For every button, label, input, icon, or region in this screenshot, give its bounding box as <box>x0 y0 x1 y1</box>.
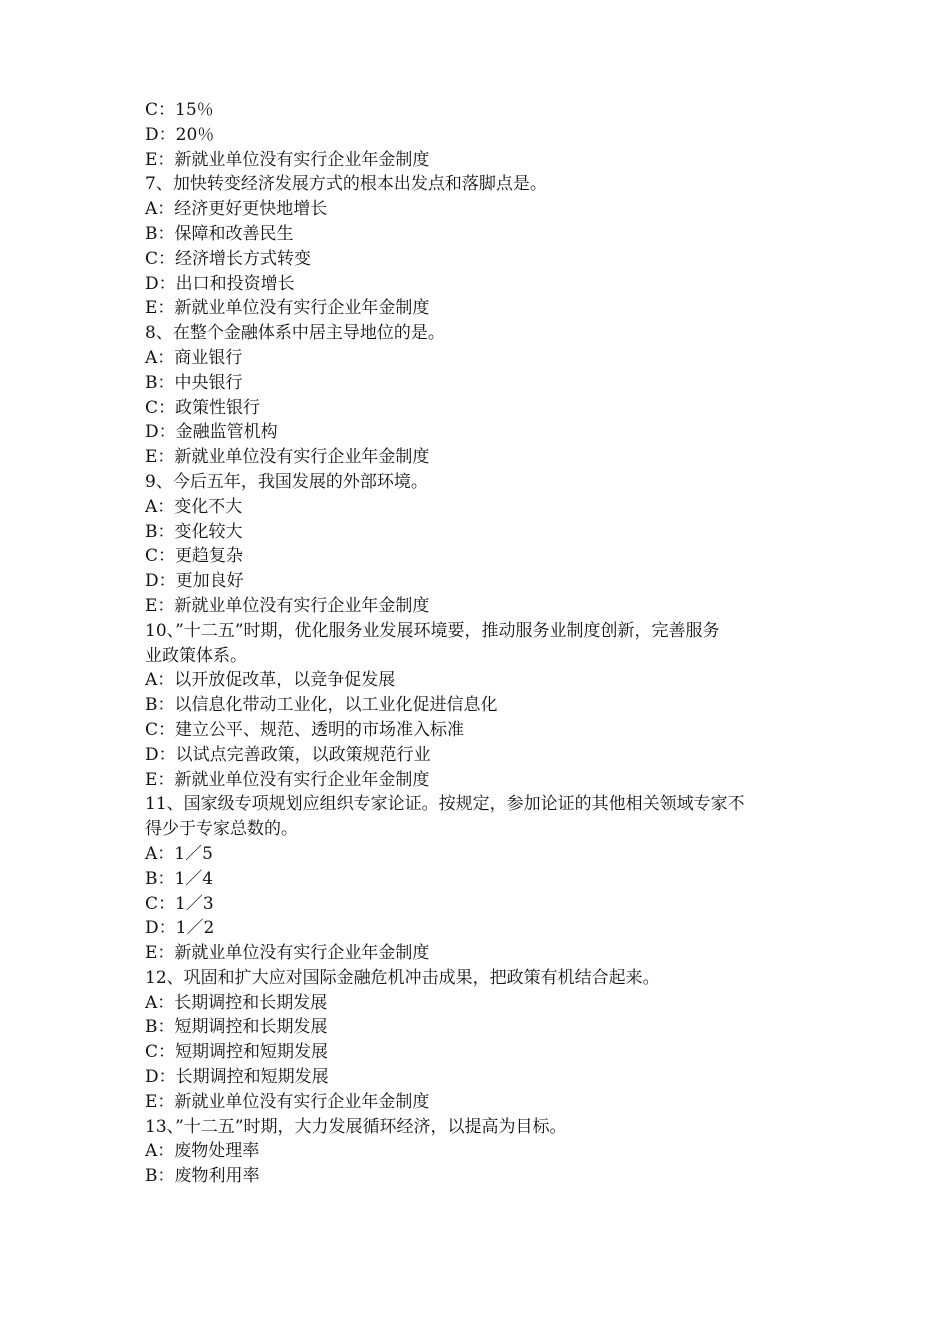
question-11-continued: 得少于专家总数的。 <box>145 819 298 840</box>
question-10-continued: 业政策体系。 <box>145 645 247 666</box>
question-9-option-e: E：新就业单位没有实行企业年金制度 <box>145 595 430 616</box>
document-body <box>145 98 815 1189</box>
question-11-option-e: E：新就业单位没有实行企业年金制度 <box>145 943 430 964</box>
question-12-option-b: B：短期调控和长期发展 <box>145 1017 328 1038</box>
question-10-option-e: E：新就业单位没有实行企业年金制度 <box>145 769 430 790</box>
question-12-option-c: C：短期调控和短期发展 <box>145 1042 329 1063</box>
question-13: 13、”十二五”时期，大力发展循环经济，以提高为目标。 <box>145 1116 567 1137</box>
option-c-line: C：15％ <box>145 100 214 120</box>
question-7: 7、加快转变经济发展方式的根本出发点和落脚点是。 <box>145 174 547 195</box>
question-10-option-b: B：以信息化带动工业化，以工业化促进信息化 <box>145 695 498 716</box>
question-11-option-b: B：1／4 <box>145 868 214 889</box>
question-10-option-c: C：建立公平、规范、透明的市场准入标准 <box>145 719 465 740</box>
question-9-option-d: D：更加良好 <box>145 571 244 592</box>
question-7-option-b: B：保障和改善民生 <box>145 223 294 244</box>
question-8-option-e: E：新就业单位没有实行企业年金制度 <box>145 447 430 468</box>
option-d-line: D：20％ <box>145 124 215 145</box>
option-e-line: E：新就业单位没有实行企业年金制度 <box>145 149 430 170</box>
question-10-option-a: A：以开放促改革，以竞争促发展 <box>145 670 396 691</box>
question-11-option-a: A：1／5 <box>145 843 213 864</box>
question-11-option-d: D：1／2 <box>145 918 215 939</box>
question-7-option-a: A：经济更好更快地增长 <box>145 199 328 220</box>
question-13-option-b: B：废物利用率 <box>145 1166 260 1187</box>
question-7-option-e: E：新就业单位没有实行企业年金制度 <box>145 298 430 319</box>
question-9: 9、今后五年，我国发展的外部环境。 <box>145 471 428 492</box>
question-7-option-d: D：出口和投资增长 <box>145 273 295 294</box>
question-12-option-a: A：长期调控和长期发展 <box>145 992 328 1013</box>
question-11-option-c: C：1／3 <box>145 893 214 914</box>
question-8-option-d: D：金融监管机构 <box>145 422 278 443</box>
question-13-option-a: A：废物处理率 <box>145 1141 260 1162</box>
question-9-option-a: A：变化不大 <box>145 496 243 517</box>
question-8-option-a: A：商业银行 <box>145 347 243 368</box>
question-10-option-d: D：以试点完善政策，以政策规范行业 <box>145 744 431 765</box>
question-8-option-b: B：中央银行 <box>145 372 243 393</box>
question-9-option-b: B：变化较大 <box>145 521 243 542</box>
question-8-option-c: C：政策性银行 <box>145 397 261 418</box>
question-11: 11、国家级专项规划应组织专家论证。按规定，参加论证的其他相关领域专家不 <box>145 794 745 815</box>
question-8: 8、在整个金融体系中居主导地位的是。 <box>145 323 445 344</box>
question-12-option-d: D：长期调控和短期发展 <box>145 1067 329 1088</box>
question-12: 12、巩固和扩大应对国际金融危机冲击成果，把政策有机结合起来。 <box>145 967 660 988</box>
question-10: 10、”十二五”时期，优化服务业发展环境要，推动服务业制度创新，完善服务 <box>145 620 720 641</box>
question-7-option-c: C：经济增长方式转变 <box>145 248 312 269</box>
question-9-option-c: C：更趋复杂 <box>145 546 244 567</box>
question-12-option-e: E：新就业单位没有实行企业年金制度 <box>145 1091 430 1112</box>
